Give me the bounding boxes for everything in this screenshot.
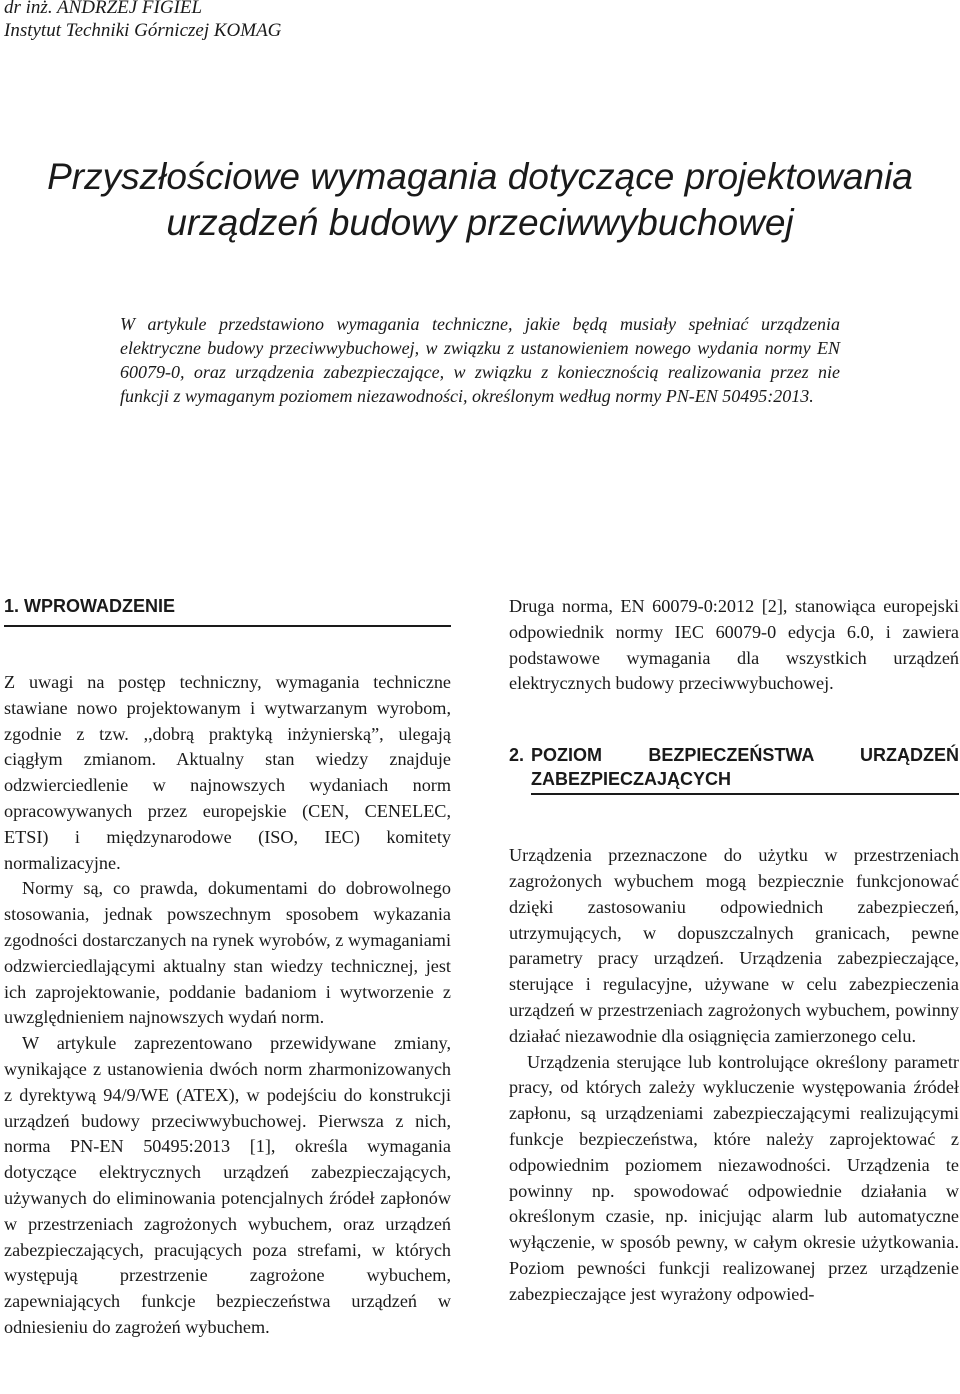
- author-block: [4, 0, 281, 42]
- section-2-heading: [509, 743, 959, 795]
- section-1-heading-text: 1. WPROWADZENIE: [4, 596, 176, 616]
- section-2-paragraph: Urządzenia sterujące lub kontrolujące określony parametr pracy, od których zależy wykluczenie występowania źródeł zapłonu, są urządzeniami zabezpieczającymi realizującymi funkcje bezpieczeństwa, które należy zaprojektować z odpowiednim poziomem niezawodności. Urządzenia te powinny np. spowodować odpowiednie działania w określonym czasie, np. inicjując alarm lub automatyczne wyłączenie, w sposób pewny, w całym okresie użytkowania. Poziom pewności funkcji realizowanej przez urządzenie zabezpieczające jest wyrażony odpowied-: [509, 1051, 959, 1304]
- title-line-1: Przyszłościowe wymagania dotyczące projektowania: [47, 156, 913, 197]
- section-2-heading-line-1: POZIOM BEZPIECZEŃSTWA URZĄDZEŃ: [531, 745, 959, 766]
- left-column: [4, 594, 451, 1341]
- author-name: dr inż. ANDRZEJ FIGIEL: [4, 0, 203, 18]
- section-2-paragraph: Urządzenia przeznaczone do użytku w przestrzeniach zagrożonych wybuchem mogą bezpiecznie funkcjonować dzięki zastosowaniu odpowiednich zabezpieczeń, utrzymujących, w dopuszczalnych granicach, pewne parametry pracy urządzeń. Urządzenia zabezpieczające, sterujące i regulacyjne, używane w celu zabezpieczenia urządzeń w przestrzeniach zagrożonych wybuchem, powinny działać niezawodnie dla osiągnięcia zamierzonego celu.: [509, 845, 959, 1046]
- title-line-2: urządzeń budowy przeciwwybuchowej: [166, 202, 794, 243]
- section-2-rule: [531, 793, 959, 795]
- section-1-rule: [4, 625, 451, 627]
- section-1-paragraph: W artykule zaprezentowano przewidywane zmiany, wynikające z ustanowienia dwóch norm zharmonizowanych z dyrektywą 94/9/WE (ATEX), w podejściu do konstrukcji urządzeń budowy przeciwwybuchowej. Pierwsza z nich, norma PN-EN 50495:2013 [1], określa wymagania dotyczące elektrycznych urządzeń zabezpieczających, używanych do eliminowania potencjalnych źródeł zapłonów w przestrzeniach zagrożonych wybuchem, oraz urządzeń zabezpieczających, pracujących poza strefami, w których występują przestrzenie zagrożone wybuchem, zapewniających funkcje bezpieczeństwa urządzeń w odniesieniu do zagrożeń wybuchem.: [4, 1033, 451, 1337]
- right-intro-paragraph: Druga norma, EN 60079-0:2012 [2], stanowiąca europejski odpowiednik normy IEC 60079-0 edycja 6.0, i zawiera podstawowe wymagania dla wszystkich urządzeń elektrycznych budowy przeciwwybuchowej.: [509, 596, 959, 694]
- section-2-heading-line-2: ZABEZPIECZAJĄCYCH: [531, 769, 732, 790]
- section-1-heading: [4, 594, 451, 624]
- section-1-paragraph: Z uwagi na postęp techniczny, wymagania techniczne stawiane nowo projektowanym i wytwarzanym wyrobom, zgodnie z tzw. ,,dobrą praktyką inżynierską”, ulegają ciągłym zmianom. Aktualny stan wiedzy znajduje odzwierciedlenie w najnowszych wydaniach norm opracowywanych przez europejskie (CEN, CENELEC, ETSI) i międzynarodowe (ISO, IEC) komitety normalizacyjne.: [4, 672, 451, 873]
- article-title: [0, 154, 960, 246]
- section-1-paragraph: Normy są, co prawda, dokumentami do dobrowolnego stosowania, jednak powszechnym sposobem wykazania zgodności dostarczanych na rynek wyrobów, z wymaganiami odzwierciedlającymi aktualny stan wiedzy technicznej, jest ich zaprojektowanie, poddanie badaniom i wytworzenie z uwzględnieniem najnowszych wydań norm.: [4, 878, 451, 1028]
- right-column: [509, 594, 959, 1308]
- author-affiliation: Instytut Techniki Górniczej KOMAG: [4, 20, 282, 41]
- section-2-number: 2.: [509, 745, 525, 766]
- abstract: W artykule przedstawiono wymagania techniczne, jakie będą musiały spełniać urządzenia elektryczne budowy przeciwwybuchowej, w związku z ustanowieniem nowego wydania normy EN 60079-0, oraz urządzenia zabezpieczające, w związku z koniecznością realizowania przez nie funkcji z wymaganym poziomem niezawodności, określonym według normy PN-EN 50495:2013.: [120, 314, 840, 406]
